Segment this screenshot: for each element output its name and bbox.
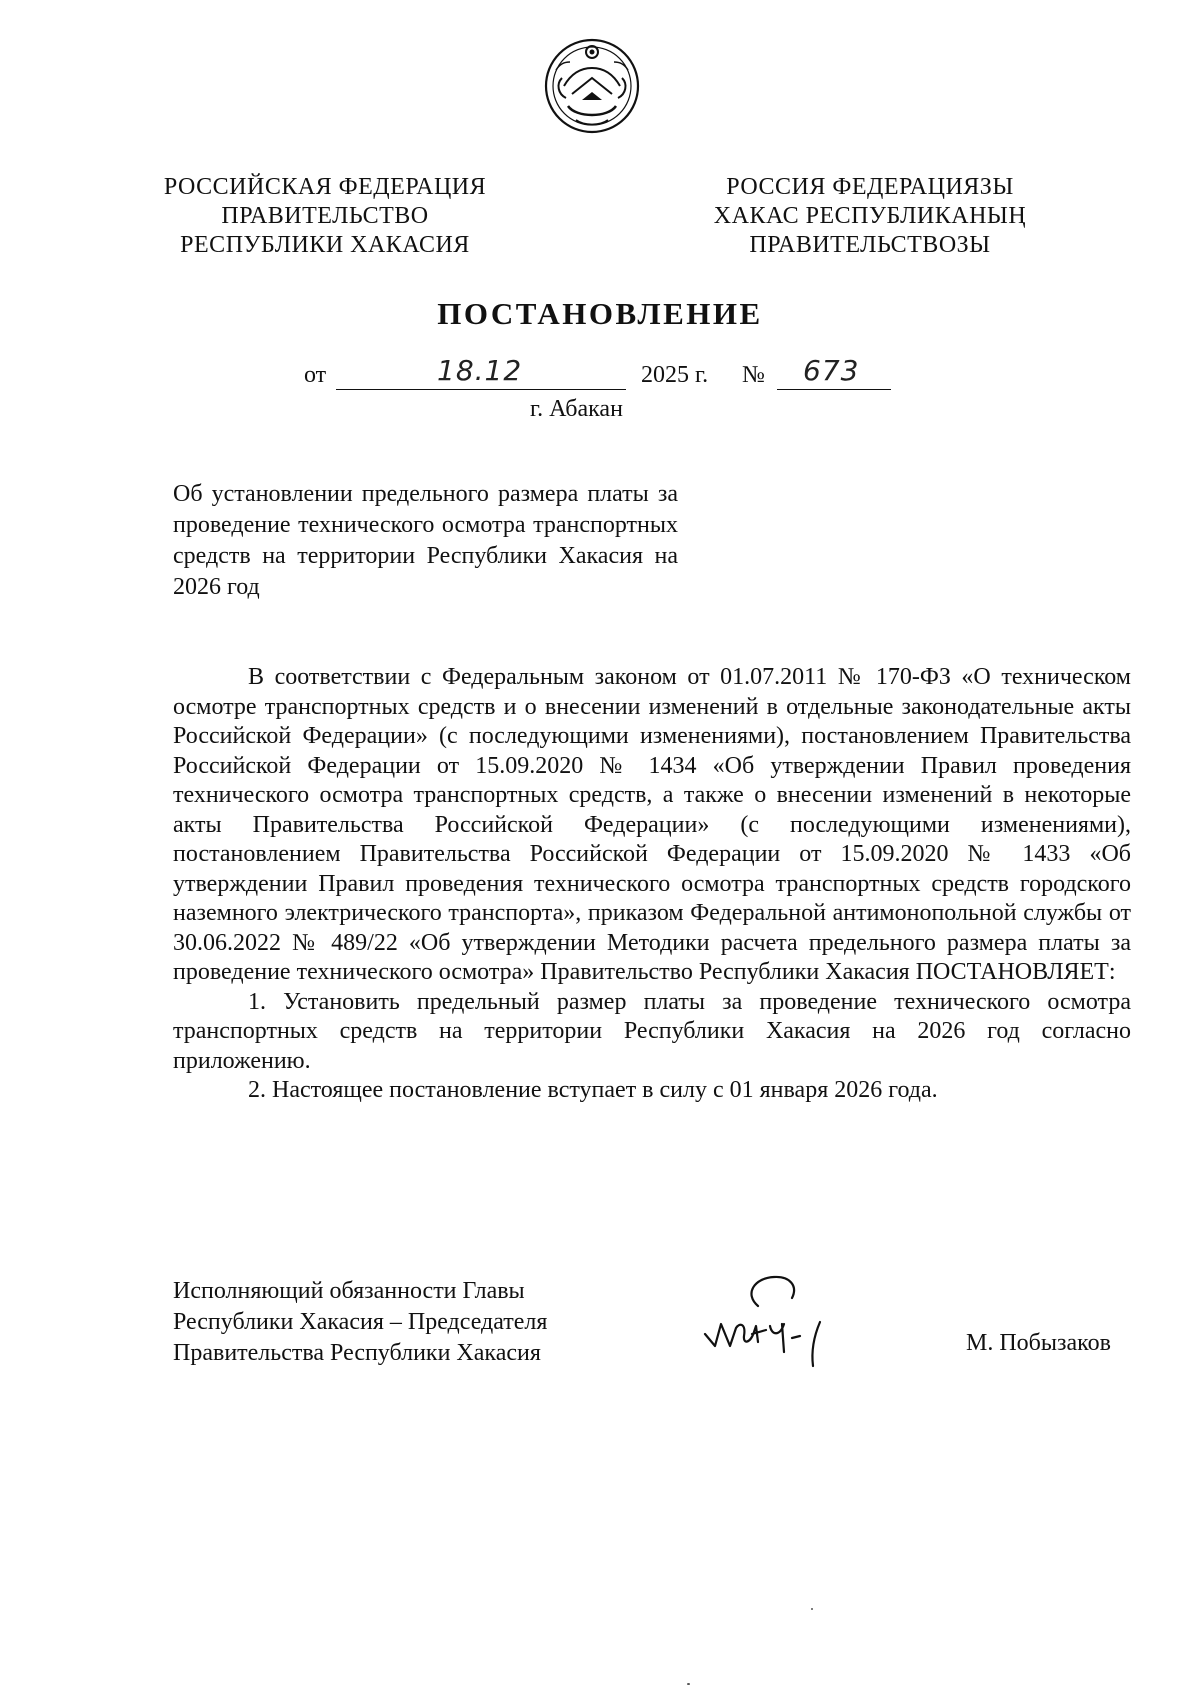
document-subject: Об установлении предельного размера платы за проведение технического осмотра транспортных средств на территории Республики Хакасия на 2026 год [173,481,678,600]
document-type-title: ПОСТАНОВЛЕНИЕ [437,296,763,331]
header-left-line-2: ПРАВИТЕЛЬСТВО [221,203,429,229]
scan-speck [811,1608,813,1610]
position-line-2: Республики Хакасия – Председателя [173,1309,548,1335]
header-right-line-2: ХАКАС РЕСПУБЛИКАНЫҢ [713,203,1027,229]
number-label: № [742,362,765,388]
city-label: г. Абакан [530,396,623,422]
document-body [173,663,1131,1106]
year-label: 2025 г. [641,362,709,388]
date-handwritten: 18.12 [437,354,523,387]
republic-of-khakassia-emblem-icon [542,34,642,138]
header-khakas [690,173,1050,260]
header-left-line-3: РЕСПУБЛИКИ ХАКАСИЯ [180,232,470,258]
header-right-line-1: РОССИЯ ФЕДЕРАЦИЯЗЫ [726,174,1014,200]
number-underline [777,389,891,390]
header-russian [150,173,500,260]
signatory-name: М. Побызаков [966,1330,1111,1356]
number-handwritten: 673 [803,354,860,387]
item-1-paragraph: 1. Установить предельный размер платы за проведение технического осмотра транспортных средств на территории Республики Хакасия на 2026 год согласно приложению. [173,988,1131,1074]
from-label: от [304,362,327,388]
position-line-3: Правительства Республики Хакасия [173,1340,541,1366]
header-right-line-3: ПРАВИТЕЛЬСТВОЗЫ [749,232,991,258]
handwritten-signature-icon [700,1268,835,1373]
scan-speck [687,1683,690,1685]
date-underline [336,389,626,390]
signatory-position [173,1276,547,1369]
item-2-paragraph: 2. Настоящее постановление вступает в силу с 01 января 2026 года. [248,1077,938,1103]
preamble-paragraph: В соответствии с Федеральным законом от 01.07.2011 № 170-ФЗ «О техническом осмотре транспортных средств и о внесении изменений в отдельные законодательные акты Российской Федерации» (с последующими изменениями), постановлением Правительства Российской Федерации от 15.09.2020 № 1434 «Об утверждении Правил проведения технического осмотра транспортных средств, а также о внесении изменений в некоторые акты Правительства Российской Федерации» (с последующими изменениями), постановлением Правительства Российской Федерации от 15.09.2020 № 1433 «Об утверждении Правил проведения технического осмотра транспортных средств городского наземного электрического транспорта», приказом Федеральной антимонопольной службы от 30.06.2022 № 489/22 «Об утверждении Методики расчета предельного размера платы за проведение технического осмотра» Правительство Республики Хакасия ПОСТАНОВЛЯЕТ: [173,664,1131,985]
position-line-1: Исполняющий обязанности Главы [173,1278,525,1304]
header-left-line-1: РОССИЙСКАЯ ФЕДЕРАЦИЯ [163,174,487,200]
